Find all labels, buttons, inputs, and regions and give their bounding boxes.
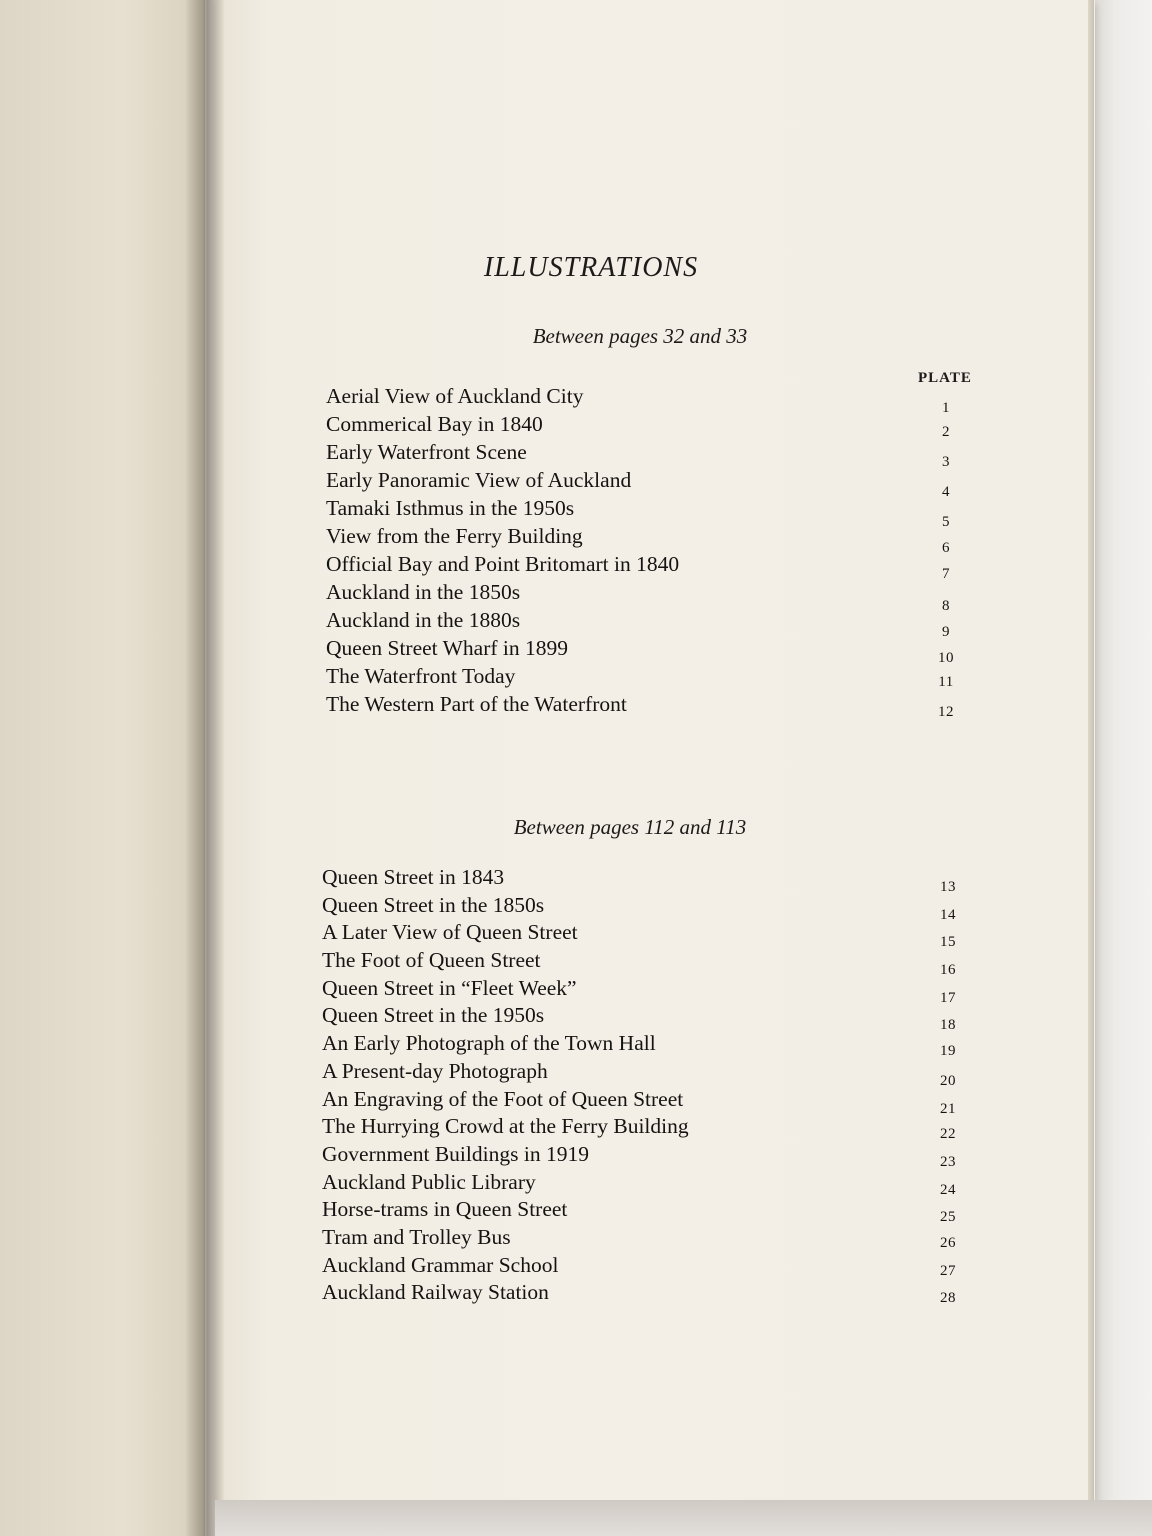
plate-number: 24: [940, 1181, 956, 1198]
table-surface: [215, 1500, 1152, 1536]
illustration-title: Tram and Trolley Bus: [322, 1224, 511, 1249]
plate-number: 6: [942, 540, 950, 556]
list-item: [322, 1253, 968, 1281]
plate-number: 9: [942, 624, 950, 640]
list-item: [326, 692, 966, 720]
list-item: [322, 1225, 968, 1253]
plate-number: 3: [942, 454, 950, 470]
illustration-title: The Western Part of the Waterfront: [326, 692, 627, 716]
section-heading-2: Between pages 112 and 113: [513, 815, 747, 839]
plate-number: 8: [942, 598, 950, 614]
list-item: [322, 1197, 968, 1225]
list-item: [326, 552, 966, 580]
list-item: [326, 580, 966, 614]
illustration-title: Horse-trams in Queen Street: [322, 1197, 568, 1222]
plate-number: 19: [940, 1043, 956, 1060]
illustration-title: View from the Ferry Building: [326, 524, 583, 548]
illustration-title: Early Waterfront Scene: [326, 440, 527, 464]
plate-number: 14: [940, 906, 956, 923]
plate-number: 12: [938, 704, 954, 720]
illustration-title: An Early Photograph of the Town Hall: [322, 1031, 656, 1056]
list-item: [326, 608, 966, 640]
illustration-title: Queen Street in the 1850s: [322, 892, 545, 917]
plate-number: 21: [940, 1100, 956, 1117]
plate-number: 18: [940, 1017, 956, 1034]
plate-number: 23: [940, 1153, 956, 1170]
illustration-title: Auckland Grammar School: [322, 1252, 559, 1277]
illustration-title: The Hurrying Crowd at the Ferry Building: [322, 1114, 689, 1139]
list-item: [326, 524, 966, 556]
list-item: [322, 976, 968, 1004]
illustration-title: Auckland Public Library: [322, 1169, 536, 1194]
list-item: [326, 664, 966, 692]
left-page: [0, 0, 205, 1536]
illustration-title: Government Buildings in 1919: [322, 1141, 589, 1166]
plate-number: 10: [938, 650, 954, 666]
plate-number: 11: [938, 674, 954, 690]
list-item: [322, 948, 968, 979]
illustration-title: Queen Street in “Fleet Week”: [322, 975, 577, 1000]
background-surface: [1090, 0, 1152, 1536]
page-title: ILLUSTRATIONS: [483, 252, 699, 283]
plate-number: 25: [940, 1209, 956, 1226]
plate-number: 16: [940, 962, 956, 979]
plate-number: 1: [942, 400, 950, 416]
list-item: [322, 1114, 968, 1142]
plate-number: 27: [940, 1262, 956, 1279]
list-item: [322, 1087, 968, 1115]
list-item: [326, 468, 966, 500]
plate-number: 17: [940, 989, 956, 1006]
list-item: [326, 496, 966, 530]
illustration-title: Auckland Railway Station: [322, 1280, 549, 1305]
list-item: [322, 1003, 968, 1034]
plate-number: 15: [940, 934, 956, 951]
illustration-title: Queen Street in 1843: [322, 865, 505, 889]
list-item: [322, 1059, 968, 1087]
plate-number: 28: [940, 1290, 956, 1307]
list-item: [326, 412, 966, 440]
plate-number: 22: [940, 1126, 956, 1143]
list-item: [322, 1142, 968, 1170]
illustration-title: Tamaki Isthmus in the 1950s: [326, 496, 575, 520]
plate-number: 4: [942, 484, 950, 500]
plate-number: 7: [942, 566, 950, 582]
plate-number: 26: [940, 1234, 956, 1251]
illustration-title: Queen Street Wharf in 1899: [326, 636, 569, 660]
illustration-title: Aerial View of Auckland City: [326, 384, 584, 408]
list-item: [322, 1031, 968, 1059]
illustration-title: The Foot of Queen Street: [322, 948, 541, 973]
illustration-title: An Engraving of the Foot of Queen Street: [322, 1086, 684, 1111]
illustration-title: A Later View of Queen Street: [322, 920, 578, 945]
plate-number: 20: [940, 1072, 956, 1089]
list-item: [322, 920, 968, 951]
list-item: [322, 1280, 968, 1308]
book-gutter: [185, 0, 225, 1536]
list-item: [326, 636, 966, 664]
plate-number: 5: [942, 514, 950, 530]
illustration-title: Auckland in the 1880s: [326, 608, 521, 632]
list-item: [322, 865, 968, 893]
list-item: [326, 440, 966, 468]
illustration-title: Official Bay and Point Britomart in 1840: [326, 552, 680, 576]
list-item: [322, 893, 968, 921]
illustration-list-2: [322, 865, 968, 1308]
illustration-title: Auckland in the 1850s: [326, 580, 521, 604]
list-item: [326, 384, 966, 416]
illustration-title: Queen Street in the 1950s: [322, 1003, 545, 1028]
plate-number: 13: [940, 879, 956, 895]
list-item: [322, 1170, 968, 1198]
illustration-list-1: [326, 384, 966, 720]
section-heading-1: Between pages 32 and 33: [532, 324, 748, 348]
illustration-title: The Waterfront Today: [326, 664, 516, 688]
illustration-title: Commerical Bay in 1840: [326, 412, 543, 436]
illustration-title: A Present-day Photograph: [322, 1058, 548, 1083]
page-edge: [1088, 0, 1094, 1500]
plate-column-heading: PLATE: [918, 370, 972, 386]
illustration-title: Early Panoramic View of Auckland: [326, 468, 632, 492]
plate-number: 2: [942, 424, 950, 440]
